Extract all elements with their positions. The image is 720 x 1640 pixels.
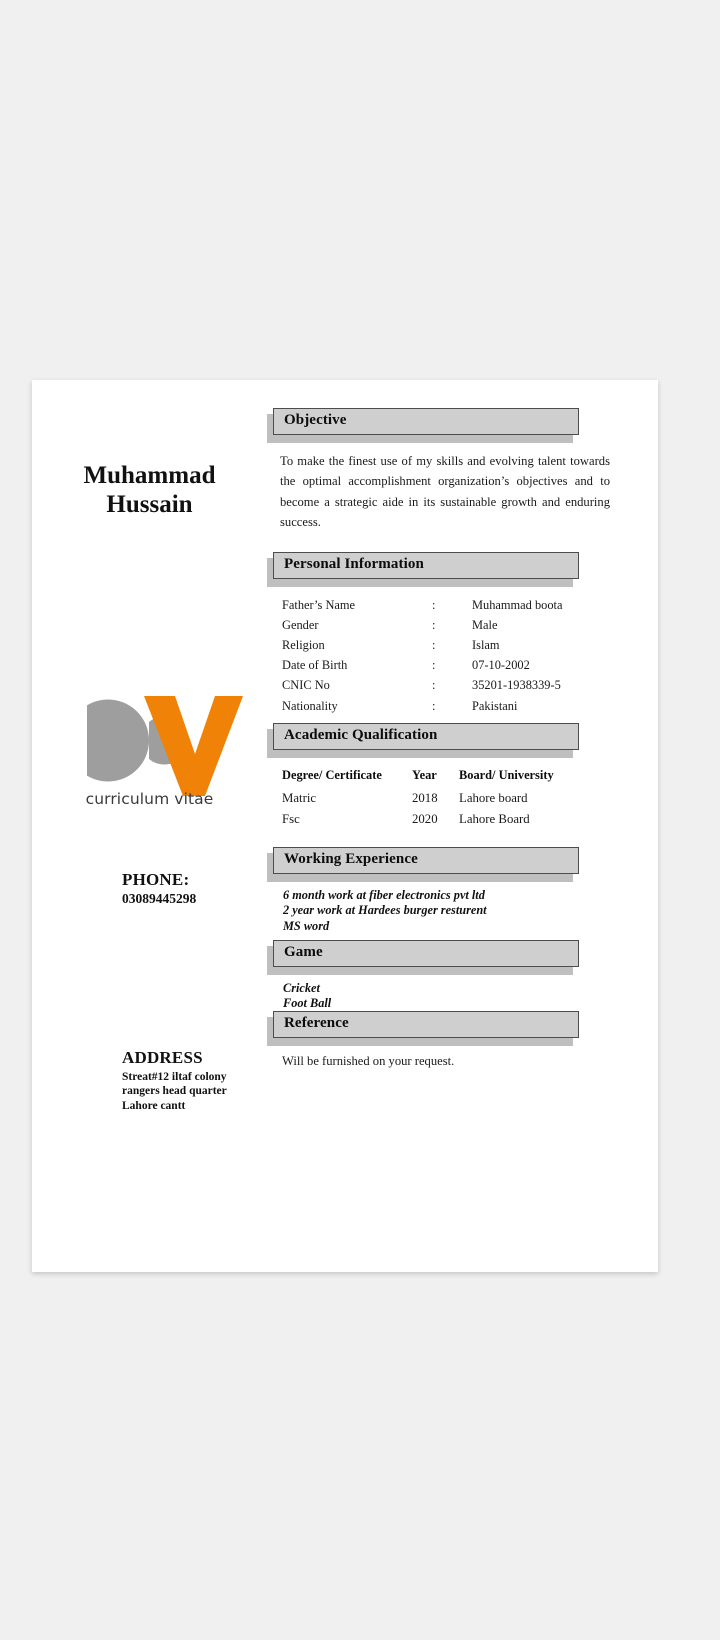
pi-value: Pakistani	[472, 698, 518, 713]
column-header-board: Board/ University	[459, 768, 554, 782]
table-row	[282, 676, 563, 696]
cell-board: Lahore Board	[459, 812, 530, 826]
section-title-personal-information: Personal Information	[284, 556, 424, 572]
section-body-game	[267, 969, 607, 1012]
phone-label: PHONE:	[122, 870, 190, 889]
section-title-reference: Reference	[284, 1015, 349, 1031]
table-row	[282, 595, 563, 615]
pi-label: Father’s Name	[282, 597, 356, 612]
right-column	[267, 380, 658, 1272]
section-header-objective	[267, 408, 607, 437]
section-header-reference	[267, 1011, 607, 1040]
section-header-working-experience	[267, 847, 607, 876]
column-header-degree: Degree/ Certificate	[282, 768, 382, 782]
phone-value: 03089445298	[122, 891, 197, 906]
address-label: ADDRESS	[122, 1048, 203, 1067]
candidate-name	[42, 462, 257, 520]
pi-colon: :	[432, 658, 436, 673]
list-item: Foot Ball	[283, 996, 332, 1011]
table-row	[282, 696, 563, 716]
pi-value: 35201-1938339-5	[472, 678, 561, 693]
pi-label: Religion	[282, 637, 325, 652]
pi-colon: :	[432, 617, 436, 632]
pi-label: Nationality	[282, 698, 338, 713]
pi-value: 07-10-2002	[472, 658, 530, 673]
reference-text: Will be furnished on your request.	[282, 1054, 455, 1068]
section-body-personal-information	[267, 581, 607, 716]
objective-text: To make the finest use of my skills and evolving talent towards the optimal accomplishment organization’s objectives and to become a strategic aide in its sustainable growth and enduring success.	[280, 454, 610, 530]
address-block	[122, 1048, 227, 1113]
section-header-academic-qualification	[267, 723, 607, 752]
cell-degree: Fsc	[282, 812, 300, 826]
cv-document-sheet	[32, 380, 658, 1272]
cv-logo	[87, 678, 247, 803]
pi-label: CNIC No	[282, 678, 330, 693]
personal-information-table	[282, 595, 563, 716]
section-title-objective: Objective	[284, 412, 347, 428]
academic-qualification-table	[282, 766, 554, 830]
section-academic-qualification	[267, 723, 607, 830]
pi-value: Muhammad boota	[472, 597, 563, 612]
table-row	[282, 656, 563, 676]
cell-board: Lahore board	[459, 791, 528, 805]
table-row	[282, 809, 554, 830]
section-header-game	[267, 940, 607, 969]
list-item: 6 month work at fiber electronics pvt ltd	[283, 888, 485, 902]
list-item: Cricket	[283, 981, 320, 995]
logo-caption: curriculum vitae	[85, 790, 214, 808]
address-line-2: rangers head quarter	[122, 1085, 227, 1098]
candidate-name-line1: Muhammad	[83, 462, 216, 489]
pi-value: Islam	[472, 637, 500, 652]
pi-colon: :	[432, 698, 436, 713]
pi-colon: :	[432, 597, 436, 612]
table-row	[282, 615, 563, 635]
section-objective	[267, 408, 610, 533]
cell-degree: Matric	[282, 791, 317, 805]
candidate-name-line2: Hussain	[106, 490, 193, 518]
pi-colon: :	[432, 637, 436, 652]
section-personal-information	[267, 552, 607, 716]
phone-block	[122, 870, 196, 907]
address-line-1: Streat#12 iltaf colony	[122, 1071, 227, 1083]
cell-year: 2020	[412, 812, 438, 826]
section-body-academic-qualification	[267, 752, 607, 830]
cv-logo-icon	[87, 678, 247, 803]
section-reference	[267, 1011, 607, 1069]
section-header-personal-information	[267, 552, 607, 581]
section-working-experience	[267, 847, 607, 934]
section-game	[267, 940, 607, 1012]
left-column	[32, 380, 267, 1272]
working-experience-list	[283, 888, 607, 934]
section-title-academic-qualification: Academic Qualification	[284, 727, 438, 743]
section-title-working-experience: Working Experience	[284, 851, 418, 867]
pi-colon: :	[432, 678, 436, 693]
list-item: MS word	[283, 918, 330, 933]
section-body-objective	[267, 437, 610, 533]
table-row	[282, 788, 554, 809]
table-row	[282, 635, 563, 655]
pi-label: Gender	[282, 617, 319, 632]
table-header-row	[282, 766, 554, 788]
pi-value: Male	[472, 617, 498, 632]
pi-label: Date of Birth	[282, 658, 348, 673]
game-list	[283, 981, 607, 1012]
section-title-game: Game	[284, 944, 323, 960]
address-line-3: Lahore cantt	[122, 1099, 186, 1112]
section-body-working-experience	[267, 876, 607, 934]
cell-year: 2018	[412, 791, 438, 805]
column-header-year: Year	[412, 768, 437, 782]
address-lines	[122, 1070, 227, 1113]
list-item: 2 year work at Hardees burger resturent	[283, 903, 487, 918]
